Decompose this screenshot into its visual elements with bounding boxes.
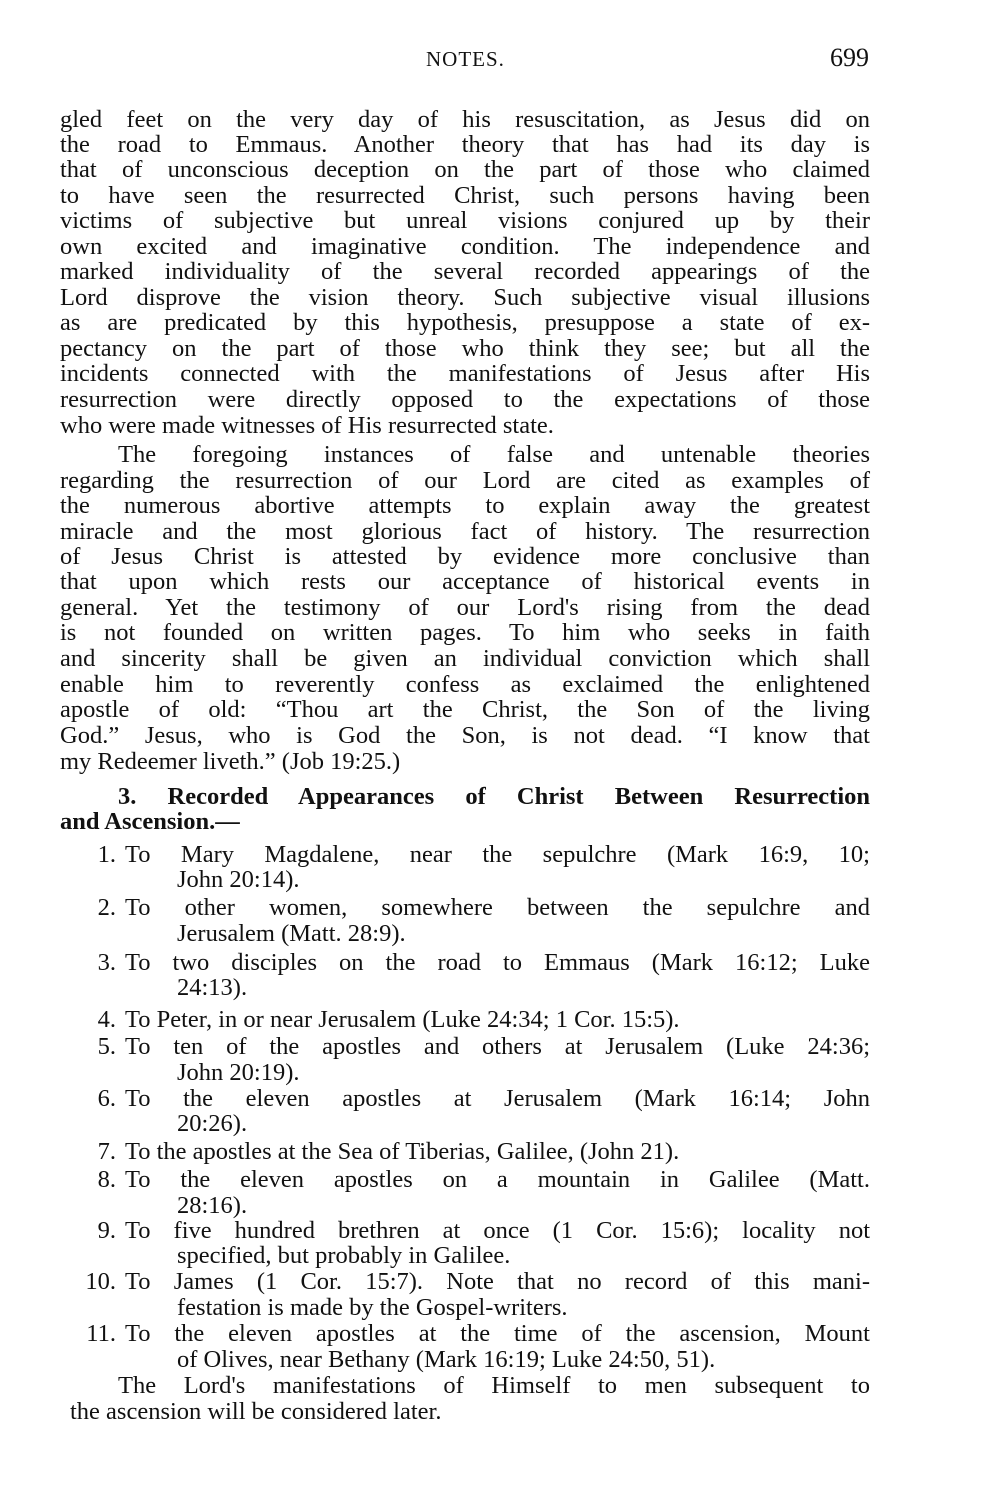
text-line: is not founded on written pages. To him who seeks in faith	[60, 619, 870, 646]
list-item-number: 1.	[97, 841, 116, 868]
text-line: God.” Jesus, who is God the Son, is not dead. “I know that	[60, 722, 870, 749]
section-heading: 3. Recorded Appearances of Christ Between Resurrection	[118, 783, 870, 810]
list-item: To five hundred brethren at once (1 Cor. 15:6); locality not	[125, 1217, 870, 1244]
text-line: the numerous abortive attempts to explain away the greatest	[60, 492, 870, 519]
text-line: Lord disprove the vision theory. Such subjective visual illusions	[60, 284, 870, 311]
list-item: To the eleven apostles at Jerusalem (Mark 16:14; John	[125, 1085, 870, 1112]
list-item: Jerusalem (Matt. 28:9).	[177, 920, 406, 947]
text-line: The foregoing instances of false and untenable theories	[118, 441, 870, 468]
list-item: 28:16).	[177, 1192, 248, 1219]
list-item-number: 5.	[97, 1033, 116, 1060]
list-item-number: 7.	[97, 1138, 116, 1165]
text-line: that of unconscious deception on the part of those who claimed	[60, 156, 870, 183]
text-line: gled feet on the very day of his resuscitation, as Jesus did on	[60, 106, 870, 133]
running-title: NOTES.	[426, 47, 505, 71]
list-item: To James (1 Cor. 15:7). Note that no record of this mani-	[125, 1268, 870, 1295]
text-line: my Redeemer liveth.” (Job 19:25.)	[60, 748, 401, 775]
text-line: miracle and the most glorious fact of history. The resurrection	[60, 518, 870, 545]
section-heading: and Ascension.—	[60, 808, 240, 835]
text-line: marked individuality of the several recorded appearings of the	[60, 258, 870, 285]
list-item: 24:13).	[177, 974, 248, 1001]
text-line: incidents connected with the manifestations of Jesus after His	[60, 360, 870, 387]
text-line: victims of subjective but unreal visions conjured up by their	[60, 207, 870, 234]
list-item: festation is made by the Gospel-writers.	[177, 1294, 568, 1321]
text-line: that upon which rests our acceptance of historical events in	[60, 568, 870, 595]
text-line: and sincerity shall be given an individual conviction which shall	[60, 645, 870, 672]
page-number: 699	[830, 43, 869, 72]
list-item-number: 11.	[86, 1320, 116, 1347]
list-item: To the eleven apostles at the time of the ascension, Mount	[125, 1320, 870, 1347]
text-line: regarding the resurrection of our Lord are cited as examples of	[60, 467, 870, 494]
list-item-number: 8.	[97, 1166, 116, 1193]
text-line: to have seen the resurrected Christ, such persons having been	[60, 182, 870, 209]
list-item: To the apostles at the Sea of Tiberias, Galilee, (John 21).	[125, 1138, 680, 1165]
list-item-number: 2.	[97, 894, 116, 921]
text-line: of Jesus Christ is attested by evidence more conclusive than	[60, 543, 870, 570]
list-item: of Olives, near Bethany (Mark 16:19; Luke 24:50, 51).	[177, 1346, 716, 1373]
list-item: John 20:14).	[177, 866, 300, 893]
list-item: To Peter, in or near Jerusalem (Luke 24:34; 1 Cor. 15:5).	[125, 1006, 680, 1033]
text-line: apostle of old: “Thou art the Christ, the Son of the living	[60, 696, 870, 723]
text-line: enable him to reverently confess as exclaimed the enlightened	[60, 671, 870, 698]
list-item: To the eleven apostles on a mountain in Galilee (Matt.	[125, 1166, 870, 1193]
closing-paragraph: the ascension will be considered later.	[70, 1398, 442, 1425]
list-item-number: 4.	[97, 1006, 116, 1033]
text-line: as are predicated by this hypothesis, presuppose a state of ex-	[60, 309, 870, 336]
text-line: general. Yet the testimony of our Lord's rising from the dead	[60, 594, 870, 621]
list-item: To Mary Magdalene, near the sepulchre (Mark 16:9, 10;	[125, 841, 870, 868]
list-item: To other women, somewhere between the sepulchre and	[125, 894, 870, 921]
text-line: the road to Emmaus. Another theory that has had its day is	[60, 131, 870, 158]
text-line: own excited and imaginative condition. The independence and	[60, 233, 870, 260]
list-item: To two disciples on the road to Emmaus (Mark 16:12; Luke	[125, 949, 870, 976]
list-item-number: 9.	[97, 1217, 116, 1244]
list-item: 20:26).	[177, 1110, 248, 1137]
list-item-number: 3.	[97, 949, 116, 976]
text-line: who were made witnesses of His resurrected state.	[60, 412, 554, 439]
list-item: To ten of the apostles and others at Jerusalem (Luke 24:36;	[125, 1033, 870, 1060]
list-item-number: 6.	[97, 1085, 116, 1112]
list-item: specified, but probably in Galilee.	[177, 1242, 511, 1269]
text-line: pectancy on the part of those who think they see; but all the	[60, 335, 870, 362]
closing-paragraph: The Lord's manifestations of Himself to men subsequent to	[118, 1372, 870, 1399]
list-item: John 20:19).	[177, 1059, 300, 1086]
list-item-number: 10.	[85, 1268, 116, 1295]
text-line: resurrection were directly opposed to the expectations of those	[60, 386, 870, 413]
